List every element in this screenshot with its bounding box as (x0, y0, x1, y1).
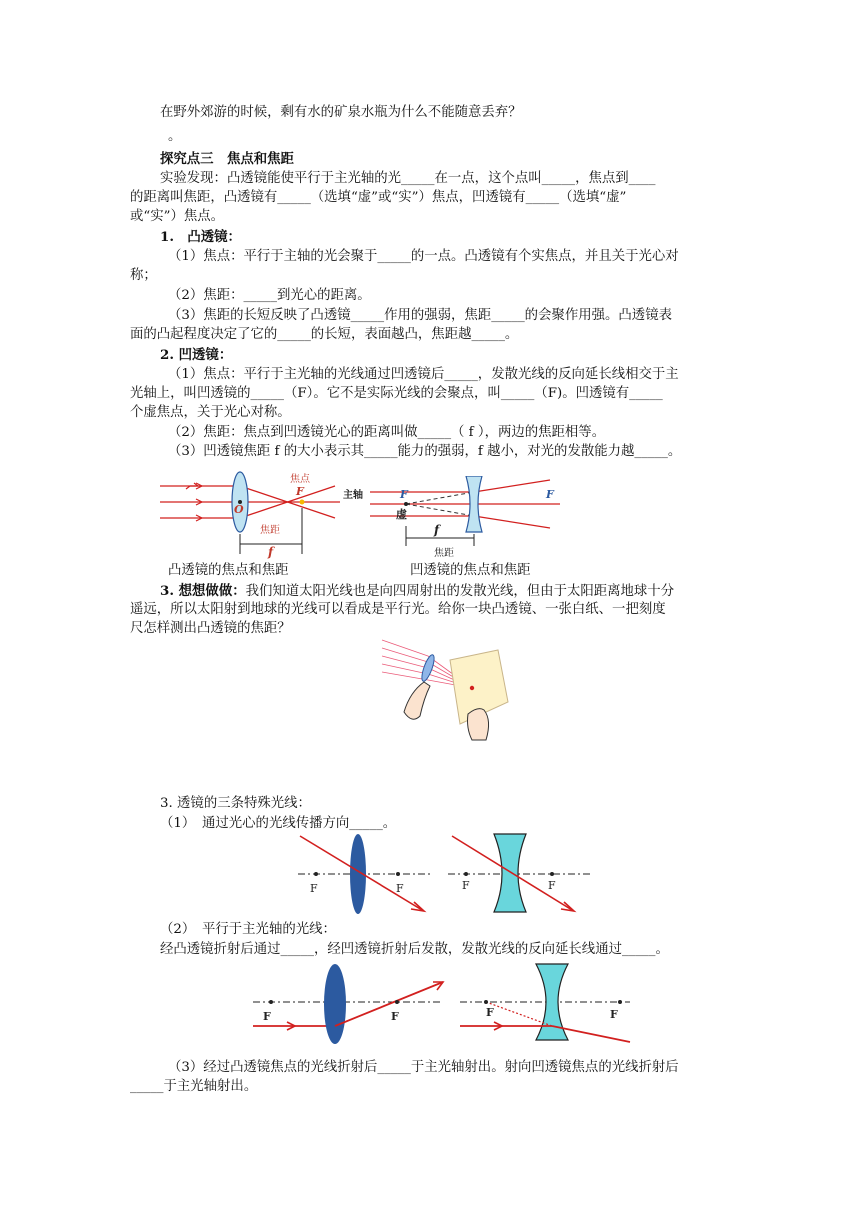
text-line: _____于主光轴射出。 (130, 1079, 258, 1094)
convex-center-ray-diagram (298, 832, 438, 916)
right-F-label: F (396, 882, 404, 895)
text-line: 实验发现：凸透镜能使平行于主光轴的光_____在一点，这个点叫_____，焦点到____ (160, 171, 656, 186)
section-title: 探究点三 焦点和焦距 (160, 151, 294, 167)
text-line: 面的凸起程度决定了它的_____的长短，表面越凸，焦距越_____。 (130, 327, 519, 342)
concave-center-ray-diagram (448, 832, 593, 916)
left-F-label: F (462, 879, 470, 892)
text-line: （3）经过凸透镜焦点的光线折射后_____于主光轴射出。射向凹透镜焦点的光线折射后 (168, 1060, 679, 1075)
text-line: （3）凹透镜焦距 f 的大小表示其_____能力的强弱，f 越小，对光的发散能力越_____。 (168, 444, 682, 459)
focus-F-label: F (296, 485, 304, 498)
text-line: 尺怎样测出凸透镜的焦距？ (130, 621, 291, 636)
text-line: （1）焦点：平行于主轴的光会聚于_____的一点。凸透镜有个实焦点，并且关于光心对 (168, 249, 679, 264)
text-line: （2）焦距：_____到光心的距离。 (168, 288, 371, 303)
focal-length-label: 焦距 (434, 548, 454, 559)
lens-paper-illustration (380, 632, 510, 744)
text-line: 经凸透镜折射后通过_____，经凹透镜折射后发散，发散光线的反向延长线通过_____。 (160, 942, 669, 957)
concave-lens (494, 834, 526, 912)
text-line: （3）焦距的长短反映了凸透镜_____作用的强弱，焦距_____的会聚作用强。凸透镜表 (168, 308, 672, 323)
text-line: （2）焦距：焦点到凹透镜光心的距离叫做_____（ f ），两边的焦距相等。 (168, 425, 606, 440)
question-line: 在野外郊游的时候，剩有水的矿泉水瓶为什么不能随意丢弃？ (160, 105, 522, 120)
text-line: 称； (130, 268, 157, 283)
text-line: （2） 平行于主光轴的光线： (160, 922, 336, 937)
concave-focus-diagram (370, 476, 570, 560)
text-line: 遥远，所以太阳射到地球的光线可以看成是平行光。给你一块凸透镜、一张白纸、一把刻度 (130, 602, 666, 617)
text-line: 的距离叫焦距，凸透镜有_____（选填“虚”或“实”）焦点，凹透镜有_____（选填“虚” (130, 190, 627, 205)
concave-parallel-ray-diagram (460, 962, 635, 1046)
virtual-label: 虚 (396, 508, 407, 521)
right-F-label: F (546, 488, 554, 501)
right-F-label: F (548, 879, 556, 892)
concave-caption: 凹透镜的焦点和焦距 (410, 563, 531, 578)
right-F-label: F (610, 1008, 618, 1021)
f-label: f (268, 545, 274, 559)
special-rays-heading: 3. 透镜的三条特殊光线： (160, 796, 311, 811)
convex-lens (419, 653, 436, 682)
focus-label: 焦点 (290, 474, 310, 485)
convex-focus-diagram (160, 468, 380, 564)
convex-caption: 凸透镜的焦点和焦距 (168, 563, 289, 578)
text-line: 光轴上，叫凹透镜的_____（F）。它不是实际光线的会聚点，叫_____（F)。凹透镜有_____ (130, 386, 663, 401)
optical-center-label: O (234, 503, 244, 516)
focal-length-label: 焦距 (260, 525, 280, 536)
text-line: 或“实”）焦点。 (130, 209, 225, 224)
text-line: （1） 通过光心的光线传播方向_____。 (160, 816, 397, 831)
left-F-label: F (263, 1010, 271, 1023)
think-do-text: 我们知道太阳光线也是向四周射出的发散光线，但由于太阳距离地球十分 (245, 584, 675, 599)
right-hand (468, 709, 489, 740)
subheading-concave: 2. 凹透镜： (160, 347, 233, 363)
left-hand (404, 682, 430, 719)
think-do-line (160, 582, 674, 601)
f-label: f (434, 523, 440, 537)
convex-parallel-ray-diagram (253, 962, 448, 1046)
left-F-label: F (486, 1006, 494, 1019)
left-F-label: F (310, 882, 318, 895)
subheading-convex: 1. 凸透镜： (160, 229, 241, 245)
answer-dot: 。 (168, 129, 182, 144)
convex-lens (324, 964, 346, 1044)
left-F-label: F (400, 488, 408, 501)
text-line: （1）焦点：平行于主光轴的光线通过凹透镜后_____，发散光线的反向延长线相交于主 (168, 367, 679, 382)
text-line: 个虚焦点，关于光心对称。 (130, 405, 291, 420)
main-axis-label: 主轴 (343, 490, 363, 501)
think-do-heading: 3. 想想做做： (160, 583, 246, 599)
right-F-label: F (391, 1010, 399, 1023)
